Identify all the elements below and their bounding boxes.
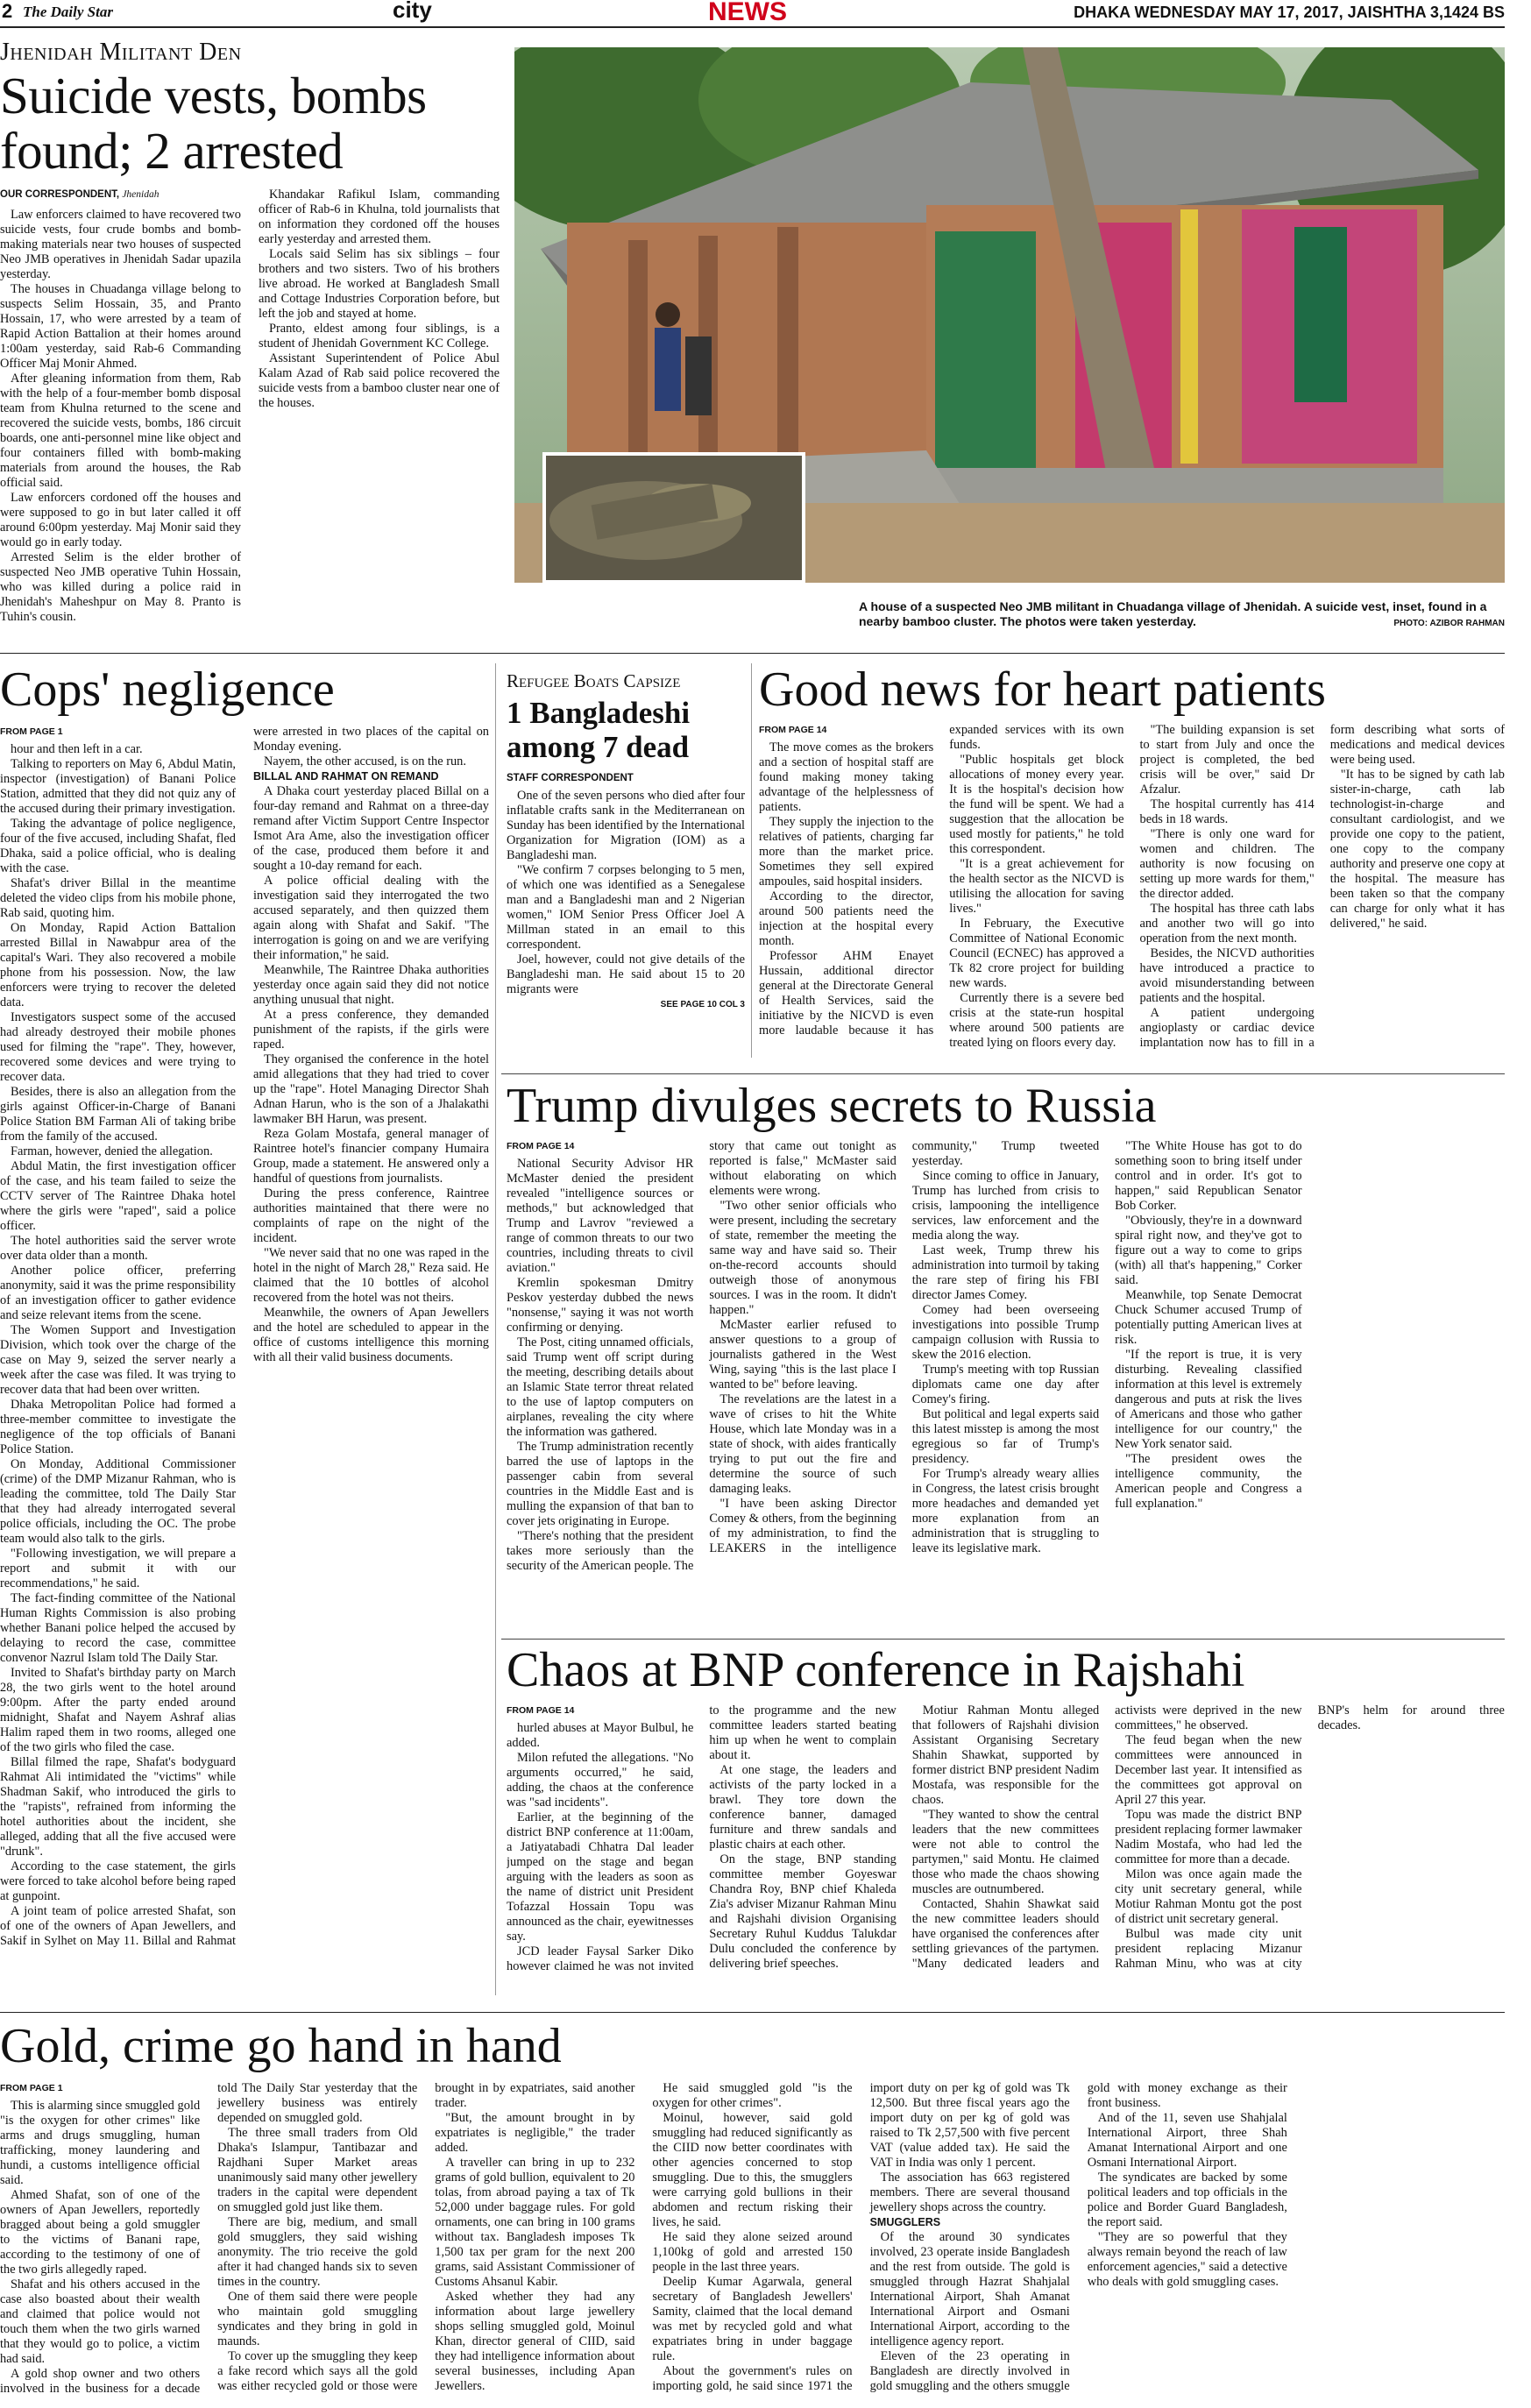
headline: Trump divulges secrets to Russia	[507, 1080, 1157, 1133]
paragraph: Locals said Selim has six siblings – four brothers and two sisters. Two of his brothers live abroad. He worked at Bangladesh Small and Cottage Industries Corporation before, but left the job and stayed at home.	[259, 247, 500, 321]
paragraph: They supply the injection to the relatives of patients, charging far more than the market price. Sometimes they sell expired ampoules, said hospital insiders.	[759, 815, 934, 889]
paragraph: Another police officer, preferring anonymity, said it was the prime responsibility of an investigation officer to gather evidence and seize relevant items from the scene.	[0, 1264, 236, 1322]
story-heart-patients	[759, 663, 1505, 1066]
paragraph: The houses in Chuadanga village belong to suspects Selim Hossain, 35, and Pranto Hossain, 17, who were arrested by a team of Rapid Action Battalion at their homes around 1:00am yesterday, said Rab-6 Commanding Officer Maj Monir Ahmed.	[0, 282, 241, 371]
jump-to-link[interactable]: SEE PAGE 10 COL 3	[660, 1000, 745, 1009]
paragraph: The syndicates are backed by some political leaders and top officials in the police and Border Guard Bangladesh, the report said.	[1087, 2171, 1287, 2229]
paragraph: Law enforcers cordoned off the houses and were supposed to go in but later called it off around 6:00pm yesterday. Maj Monir said they would go in early today.	[0, 491, 241, 549]
paragraph: Khandakar Rafikul Islam, commanding officer of Rab-6 in Khulna, told journalists that on information they cordoned off the houses early yesterday and arrested them.	[259, 188, 500, 246]
article-body	[507, 789, 745, 1012]
paragraph: Arrested Selim is the elder brother of suspected Neo JMB operative Tuhin Hossain, who was killed during a police raid in Jhenidah's Maheshpur on May 8. Pranto is Tuhin's cousin.	[0, 550, 241, 624]
paragraph: Milon was once again made the city unit secretary general, while Motiur Rahman Montu got the post of district unit secretary general.	[1115, 1867, 1302, 1926]
paragraph: A traveller can bring in up to 232 grams of gold bullion, equivalent to 20 tolas, from abroad paying a tax of Tk 52,000 under baggage rules. For gold ornaments, one can bring in 100 grams without tax. Bangladesh imposes Tk 1,500 tax per gram for the next 200 grams, said Assistant Commissioner of Customs Ahsanul Kabir.	[435, 2156, 635, 2289]
article-body	[0, 725, 489, 1960]
section-rule	[0, 2012, 1505, 2013]
paragraph: "But, the amount brought in by expatriates is negligible," the trader added.	[435, 2111, 635, 2155]
paragraph: "We never said that no one was raped in the hotel in the night of March 28," Reza said. He claimed that the 10 bottles of alcohol recovered from the hotel was not theirs.	[253, 1246, 489, 1305]
paragraph: On the stage, BNP standing committee member Goyeswar Chandra Roy, BNP chief Khaleda Zia's adviser Mizanur Rahman Minu and Rajshahi division Organising Secretary Ruhul Kuddus Talukdar Dulu concluded the conference by delivering brief speeches.	[709, 1852, 897, 1971]
paragraph: The hotel authorities said the server wrote over data older than a month.	[0, 1234, 236, 1263]
paragraph: Reza Golam Mostafa, general manager of Raintree hotel's financier company Humaira Group, made a statement. He answered only a handful of questions from journalists.	[253, 1127, 489, 1186]
paragraph: Deelip Kumar Agarwala, general secretary of Bangladesh Jewellers' Samity, claimed that the local demand was met by recycled gold and what expatriates bring in under baggage rule.	[652, 2275, 853, 2363]
paragraph: "They are so powerful that they always remain beyond the reach of law enforcement agencies," said a detective who deals with gold smuggling cases.	[1087, 2230, 1287, 2289]
main-photo	[514, 47, 1505, 583]
paragraph: "It is a great achievement for the health sector as the NICVD is utilising the allocation for saving lives."	[949, 857, 1124, 916]
paragraph: Abdul Matin, the first investigation officer of the case, and his team failed to seize the CCTV server of The Raintree Dhaka hotel where the girls were "raped", said a police officer.	[0, 1159, 236, 1233]
paragraph: Talking to reporters on May 6, Abdul Matin, inspector (investigation) of Banani Police Station, admitted that they did not quiz any of the accused during their primary investigation.	[0, 757, 236, 816]
paragraph: The fact-finding committee of the National Human Rights Commission is also probing whether Banani police helped the accused by delaying to record the case, committee convenor Nazrul Islam told The Daily Star.	[0, 1591, 236, 1665]
paragraph: Nayem, the other accused, is on the run.	[264, 754, 466, 768]
paragraph: A gold shop owner and two others involved in the business for a decade told The Daily Star yesterday that the jewellery business was entirely depended on smuggled gold.	[0, 2081, 418, 2396]
paragraph: Besides, there is also an allegation from the girls against Officer-in-Charge of Banani Police Station BM Farman Ali of taking bribe from the family of the accused.	[0, 1085, 236, 1144]
paragraph: Meanwhile, top Senate Democrat Chuck Schumer accused Trump of potentially putting American lives at risk.	[1115, 1288, 1302, 1347]
subhead: SMUGGLERS	[869, 2216, 941, 2228]
page-number: 2	[2, 0, 13, 22]
paragraph: The Post, citing unnamed officials, said Trump went off script during the meeting, describing details about an Islamic State terror threat related to the use of laptop computers on airplanes, revealing the city where the information was gathered.	[507, 1335, 694, 1439]
paragraph: "There's nothing that the president takes more seriously than the security of the American people. The story that came out tonight as reported is false," McMaster said without elaborating on which elements were wrong.	[507, 1139, 897, 1573]
paragraph: During the press conference, Raintree authorities maintained that there were no complaints of rape on the night of the incident.	[253, 1186, 489, 1245]
paragraph: About the government's rules on importing gold, he said since 1971 the import duty on per kg of gold was Tk 12,500. But three fiscal years ago the import duty on per kg of gold was raised to Tk 2,57,500 with five percent VAT (value added tax). He said the VAT in India was only 1 percent.	[652, 2081, 1070, 2393]
paragraph: There are big, medium, and small gold smugglers, they said wishing anonymity. The trio receive the gold after it had changed hands six to seven times in the country.	[217, 2215, 418, 2289]
kicker: Jhenidah Militant Den	[0, 39, 242, 66]
paragraph: After gleaning information from them, Rab with the help of a four-member bomb disposal team from Khulna returned to the scene and recovered the suicide vests, bombs, 186 circuit boards, one anti-personnel mine like object and four containers filled with bomb-making materials from around the houses, the Rab official said.	[0, 372, 241, 490]
paragraph: "Two other senior officials who were present, including the secretary of state, remember the meeting the same way and have said so. Their on-the-record accounts should outweigh those of anonymous sources. I was in the room. It didn't happen."	[709, 1199, 897, 1317]
paragraph: hour and then left in a car.	[11, 742, 143, 756]
paragraph: The Women Support and Investigation Division, which took over the charge of the case on May 9, seized the server nearly a week after the case was filed. It was trying to recover data that had been over written.	[0, 1323, 236, 1397]
paragraph: "They wanted to show the central leaders that the new committees were not able to control the partymen," said Montu. He claimed those who made the chaos showing muscles are outnumbered.	[911, 1808, 1100, 1896]
paragraph: Farman, however, denied the allegation.	[11, 1144, 213, 1158]
jump-from: FROM PAGE 14	[507, 1705, 575, 1716]
byline-place: Jhenidah	[122, 189, 159, 200]
paragraph: Milon refuted the allegations. "No arguments occurred," he said, adding, the chaos at the conference was "sad incidents".	[507, 1751, 694, 1810]
paragraph: A joint team of police arrested Shafat, son of one of the owners of Apan Jewellers, and Sakif in Sylhet on May 11. Billal and Rahmat were arrested in two places of the capital on Monday evening.	[0, 725, 489, 1948]
kicker: Refugee Boats Capsize	[507, 670, 681, 691]
paragraph: Motiur Rahman Montu alleged that followers of Rajshahi division Assistant Organising Secretary Shahin Shawkat, supported by former district BNP president Nadim Mostafa, was responsible for the chaos.	[911, 1703, 1100, 1807]
article-body	[507, 1139, 1505, 1577]
paragraph: Joel, however, could not give details of the Bangladeshi man. He said about 15 to 20 migrants were	[507, 953, 745, 996]
paragraph: "The president owes the intelligence community, the American people and Congress a full explanation."	[1115, 1452, 1302, 1511]
paragraph: On Monday, Rapid Action Battalion arrested Billal in Nawabpur area of the capital's Wari. They also recovered a mobile phone from his possession. Now, the law enforcers were trying to recover the deleted data.	[0, 921, 236, 1009]
paragraph: A police official dealing with the investigation said they interrogated the two accused separately, and then quizzed them again along with Shafat and Sakif. "The interrogation is going on and we are verifying their information," he said.	[253, 874, 489, 962]
paragraph: Besides, the NICVD authorities have introduced a practice to avoid misunderstanding between patients and the hospital.	[1139, 946, 1315, 1005]
article-body	[507, 1703, 1505, 1988]
paragraph: "There is only one ward for women and children. The authority is now focusing on setting up more wards for them," the director added.	[1139, 827, 1315, 901]
paragraph: According to the director, around 500 patients need the injection at the hospital every month.	[759, 889, 934, 948]
jump-from: FROM PAGE 1	[0, 2083, 63, 2093]
paragraph: Trump's meeting with top Russian diplomats came one day after Comey's firing.	[911, 1363, 1100, 1406]
paragraph: Shafat's driver Billal in the meantime deleted the video clips from his mobile phone, Rab said, quoting him.	[0, 876, 236, 920]
headline: Suicide vests, bombs found; 2 arrested	[0, 67, 427, 180]
paragraph: Contacted, Shahin Shawkat said the new committee leaders should have organised the conferences after settling grievances of the partymen. "Many dedicated leaders and activists were deprived in the new committees," he observed.	[911, 1703, 1302, 1971]
paragraph: The three small traders from Old Dhaka's Islampur, Tantibazar and Rajdhani Super Market areas unanimously said many other jewellery traders in the capital were dependent on smuggled gold just like them.	[217, 2126, 418, 2214]
paragraph: Meanwhile, the owners of Apan Jewellers and the hotel are scheduled to appear in the office of customs intelligence this morning with all their valid business documents.	[253, 1306, 489, 1364]
paragraph: "I have been asking Director Comey & others, from the beginning of my administration, to find the LEAKERS in the intelligence community," Trump tweeted yesterday.	[709, 1139, 1100, 1555]
section-rule	[501, 1073, 1505, 1074]
paragraph: Meanwhile, The Raintree Dhaka authorities yesterday once again said they did not notice anything unusual that night.	[253, 963, 489, 1007]
paragraph: The move comes as the brokers and a section of hospital staff are found making money taking advantage of the helplessness of patients.	[759, 740, 934, 814]
jump-from: FROM PAGE 14	[507, 1141, 575, 1151]
story-trump-russia	[507, 1080, 1505, 1649]
photo-caption	[859, 599, 1505, 643]
paragraph: Last week, Trump threw his administration into turmoil by taking the rare step of firing his FBI director James Comey.	[911, 1243, 1100, 1302]
section-name: city	[393, 0, 432, 23]
story-refugee-boats	[507, 670, 745, 1065]
paragraph: To cover up the smuggling they keep a fake record which says all the gold was either recycled gold or those were brought in by expatriates, said another trader.	[217, 2081, 635, 2393]
headline: Good news for heart patients	[759, 663, 1326, 717]
paragraph: In February, the Executive Committee of National Economic Council (ECNEC) has approved a Tk 82 crore project for building new wards.	[949, 917, 1124, 990]
paragraph: The Trump administration recently barred the use of laptops in the passenger cabin from several countries in the Middle East and is mulling the expansion of that ban to cover jets originating in Europe.	[507, 1440, 694, 1528]
news-label: NEWS	[708, 0, 787, 26]
paragraph: A patient undergoing angioplasty or cardiac device implantation now has to fill in a form describing what sorts of medications and medical devices were being used.	[1139, 723, 1505, 1050]
paragraph: And of the 11, seven use Shahjalal International Airport, three Shah Amanat International Airport and one Osmani International Airport.	[1087, 2111, 1287, 2170]
photo-credit: PHOTO: AZIBOR RAHMAN	[1393, 619, 1505, 628]
paragraph: The revelations are the latest in a wave of crises to hit the White House, which late Monday was in a state of shock, with aides frantically trying to put out the fire and determine the source of such damaging leaks.	[709, 1392, 897, 1496]
paragraph: According to the case statement, the girls were forced to take alcohol before being raped at gunpoint.	[0, 1859, 236, 1903]
paragraph: "It has to be signed by cath lab sister-in-charge, cath lab technologist-in-charge and consultant cardiologist, and we provide one copy to the patient, one copy to the company authority and preserve one copy at the hospital. The measure has been taken so that the company can charge for only what it has delivered," he said.	[1329, 768, 1505, 931]
dateline: DHAKA WEDNESDAY MAY 17, 2017, JAISHTHA 3,1424 BS	[1074, 4, 1505, 21]
paragraph: Taking the advantage of police negligence, four of the five accused, including Shafat, fled Dhaka, said a police official, who is dealing with the case.	[0, 817, 236, 875]
paragraph: "If the report is true, it is very disturbing. Revealing classified information at this level is extremely dangerous and puts at risk the lives of Americans and those who gather intelligence for our country," the New York senator said.	[1115, 1348, 1302, 1451]
article-body	[0, 2081, 1505, 2405]
paragraph: Earlier, at the beginning of the district BNP conference at 11:00am, a Jatiyatabadi Chhatra Dal leader jumped on the stage and began arguing with the leaders as soon as the name of district unit President Tofazzal Hossain Topu was announced as the chair, eyewitnesses say.	[507, 1810, 694, 1944]
paragraph: They organised the conference in the hotel amid allegations that they had tried to cover up the "rape". Hotel Managing Director Shah Adnan Harun, who is the son of a Jhalakathi lawmaker BH Harun, was present.	[253, 1052, 489, 1126]
masthead-rule	[0, 26, 1505, 28]
section-rule	[0, 653, 1505, 654]
paragraph: The hospital currently has 414 beds in 18 wards.	[1139, 797, 1315, 826]
paragraph: A Dhaka court yesterday placed Billal on a four-day remand and Rahmat on a three-day remand after Victim Support Centre Inspector Ismot Ara Ame, also the investigation officer of the case, produced them before it and sought a 10-day remand for each.	[253, 784, 489, 873]
paragraph: But political and legal experts said this latest misstep is among the most egregious so far of Trump's presidency.	[911, 1407, 1100, 1466]
paragraph: One of the seven persons who died after four inflatable crafts sank in the Mediterranean on Sunday has been identified by the International Organization for Migration (IOM) as a Bangladeshi man.	[507, 789, 745, 862]
paragraph: Comey had been overseeing investigations into possible Trump campaign collusion with Russia to skew the 2016 election.	[911, 1303, 1100, 1362]
paragraph: The feud began when the new committees were announced in December last year. It intensified as the committees got approval on April 27 this year.	[1115, 1733, 1302, 1807]
paragraph: At a press conference, they demanded punishment of the rapists, if the girls were raped.	[253, 1008, 489, 1052]
paragraph: Asked whether they had any information about large jewellery shops selling smuggled gold, Moinul Khan, director general of CIID, said they had intelligence information about several businesses, including Apan Jewellers.	[435, 2290, 635, 2393]
column-divider	[751, 663, 752, 1058]
paragraph: "We confirm 7 corpses belonging to 5 men, of which one was identified as a Senegalese man and a Bangladeshi man and 2 Nigerian women," IOM Senior Press Officer Joel A Millman stated in an email to this correspondent.	[507, 863, 745, 952]
paragraph: Invited to Shafat's birthday party on March 28, the two girls went to the hotel around 9:00pm. After the party ended around midnight, Shafat and Nayem Ashraf alias Halim raped them in two rooms, alleged one of the two girls who filed the case.	[0, 1666, 236, 1754]
paragraph: One of them said there were people who maintain gold smuggling syndicates and they bring in gold in maunds.	[217, 2290, 418, 2348]
story-cops-negligence	[0, 663, 489, 2004]
paragraph: The association has 663 registered members. There are several thousand jewellery shops across the country.	[869, 2171, 1070, 2214]
column-divider	[495, 663, 496, 1995]
jump-from: FROM PAGE 14	[759, 725, 827, 735]
paragraph: McMaster earlier refused to answer questions to a group of journalists gathered in the West Wing, saying "this is the last place I wanted to be" before leaving.	[709, 1318, 897, 1392]
story-suicide-vests	[0, 39, 500, 643]
paragraph: "Obviously, they're in a downward spiral right now, and they've got to figure out a way to come to grips (with) all that's happening," Corker said.	[1115, 1214, 1302, 1287]
paragraph: Bulbul was made city unit president replacing Mizanur Rahman Minu, who was at city BNP's helm for around three decades.	[1115, 1703, 1505, 1971]
paragraph: Assistant Superintendent of Police Abul Kalam Azad of Rab said police recovered the suicide vests from a bamboo cluster near one of the houses.	[259, 351, 500, 410]
paragraph: The hospital has three cath labs and another two will go into operation from the next month.	[1139, 902, 1315, 945]
paragraph: Investigators suspect some of the accused had already destroyed their mobile phones used for filming the "rape". They, however, recovered some devices and were trying to recover data.	[0, 1010, 236, 1084]
byline: STAFF CORRESPONDENT	[507, 773, 634, 783]
paragraph: Topu was made the district BNP president replacing former lawmaker Nadim Mostafa, who had led the committee for more than a decade.	[1115, 1808, 1302, 1866]
paragraph: Billal filmed the rape, Shafat's bodyguard Rahmat Ali intimidated the "victims" while Shadman Sakif, who introduced the girls to the "rapists", refrained from informing the hotel authorities about the incident, she alleged, adding that all the five accused were "drunk".	[0, 1755, 236, 1859]
paragraph: Law enforcers claimed to have recovered two suicide vests, four crude bombs and bomb-making materials near two houses of suspected Neo JMB operatives in Jhenidah Sadar upazila yesterday.	[0, 208, 241, 281]
headline: Gold, crime go hand in hand	[0, 2020, 562, 2073]
story-bnp-chaos	[507, 1644, 1505, 2003]
paragraph: Shafat and his others accused in the case also boasted about their wealth and claimed that police would not touch them when the two girls warned that they would go to police, a victim had said.	[0, 2277, 201, 2366]
paragraph: He said they alone seized around 1,100kg of gold and arrested 150 people in the last three years.	[652, 2230, 853, 2274]
paragraph: National Security Advisor HR McMaster denied the president revealed "intelligence sources or methods," but acknowledged that Trump and Lavrov "reviewed a range of common threats to our two countries, including threats to civil aviation."	[507, 1157, 694, 1275]
caption-text: A house of a suspected Neo JMB militant in Chuadanga village of Jhenidah. A suicide vest, inset, found in a nearby bamboo cluster. The photos were taken yesterday.	[859, 599, 1487, 628]
paragraph: At one stage, the leaders and activists of the party locked in a brawl. They tore down the conference banner, damaged furniture and threw sandals and plastic chairs at each other.	[709, 1763, 897, 1852]
paragraph: "The White House has got to do something soon to bring itself under control and in order. It's got to happen," said Republican Senator Bob Corker.	[1115, 1139, 1302, 1213]
paragraph: "Following investigation, we will prepare a report and submit it with our recommendations," he said.	[0, 1547, 236, 1590]
paragraph: "Public hospitals get block allocations of money every year. It is the hospital's decision how the fund will be spent. We had a suggestion that the allocation be used mostly for patients," he told this correspondent.	[949, 753, 1124, 856]
paragraph: Professor AHM Enayet Hussain, additional director general at the Directorate General of Health Services, said the initiative by the NICVD is even more laudable because it has expanded services with its own funds.	[759, 723, 1124, 1038]
paper-name: The Daily Star	[23, 4, 113, 20]
story-gold-crime	[0, 2020, 1505, 2408]
paragraph: Dhaka Metropolitan Police had formed a three-member committee to investigate the negligence of the top officials of Banani Police Station.	[0, 1398, 236, 1456]
paragraph: Pranto, eldest among four siblings, is a student of Jhenidah Government KC College.	[259, 322, 500, 351]
paragraph: Kremlin spokesman Dmitry Peskov yesterday dubbed the news "nonsense," saying it was not worth confirming or denying.	[507, 1276, 694, 1335]
paragraph: "The building expansion is set to start from July and once the project is completed, the bed crisis will be over," said Dr Afzalur.	[1139, 723, 1315, 797]
paragraph: Currently there is a severe bed crisis at the state-run hospital where around 500 patients are treated lying on floors every day.	[949, 991, 1124, 1050]
paragraph: Since coming to office in January, Trump has lurched from crisis to crisis, lampooning the intelligence services, law enforcement and the media along the way.	[911, 1169, 1100, 1243]
paragraph: Moinul, however, said gold smuggling had reduced significantly as the CIID now better coordinates with other agencies concerned to stop smuggling. Due to this, the smugglers were carrying gold bullions in their abdomen and rectum risking their lives, he said.	[652, 2111, 853, 2229]
headline: Chaos at BNP conference in Rajshahi	[507, 1644, 1245, 1697]
subhead: BILLAL AND RAHMAT ON REMAND	[253, 770, 439, 783]
masthead	[0, 0, 1531, 26]
headline: Cops' negligence	[0, 663, 335, 717]
section-rule	[501, 1639, 1505, 1640]
paragraph: On Monday, Additional Commissioner (crime) of the DMP Mizanur Rahman, who is leading the committee, told The Daily Star that they had already interrogated several police officials, including the OC. The probe team would also talk to the girls.	[0, 1457, 236, 1546]
paragraph: He said smuggled gold "is the oxygen for other crimes".	[652, 2081, 853, 2110]
paragraph: Eleven of the 23 operating in Bangladesh are directly involved in gold smuggling and the others smuggle gold with money exchange as their front business.	[869, 2081, 1287, 2393]
paragraph: hurled abuses at Mayor Bulbul, he added.	[507, 1721, 694, 1750]
headline: 1 Bangladeshi among 7 dead	[507, 696, 691, 764]
house-photo-illustration	[514, 47, 1505, 583]
paragraph: This is alarming since smuggled gold "is the oxygen for other crimes" like arms and drugs smuggling, human trafficking, money laundering and hundi, a customs intelligence official said.	[0, 2099, 201, 2187]
paragraph: Ahmed Shafat, son of one of the owners of Apan Jewellers, reportedly bragged about being a gold smuggler to the victims of Banani rape, according to the testimony of one of the two girls allegedly raped.	[0, 2188, 201, 2277]
paragraph: For Trump's already weary allies in Congress, the latest crisis brought more headaches and demanded yet more explanation from an administration that is struggling to leave its legislative mark.	[911, 1467, 1100, 1555]
paragraph: Of the around 30 syndicates involved, 23 operate inside Bangladesh and the rest from outside. The gold is smuggled through Hazrat Shahjalal International Airport, Shah Amanat International Airport and Osmani International Airport, according to the intelligence agency report.	[869, 2230, 1070, 2348]
jump-from: FROM PAGE 1	[0, 726, 63, 737]
byline: OUR CORRESPONDENT,	[0, 189, 120, 200]
article-body	[0, 188, 500, 626]
article-body	[759, 723, 1505, 1056]
paragraph: JCD leader Faysal Sarker Diko however claimed he was not invited to the programme and the new committee leaders started beating him up when he went to complain about it.	[507, 1703, 897, 1973]
